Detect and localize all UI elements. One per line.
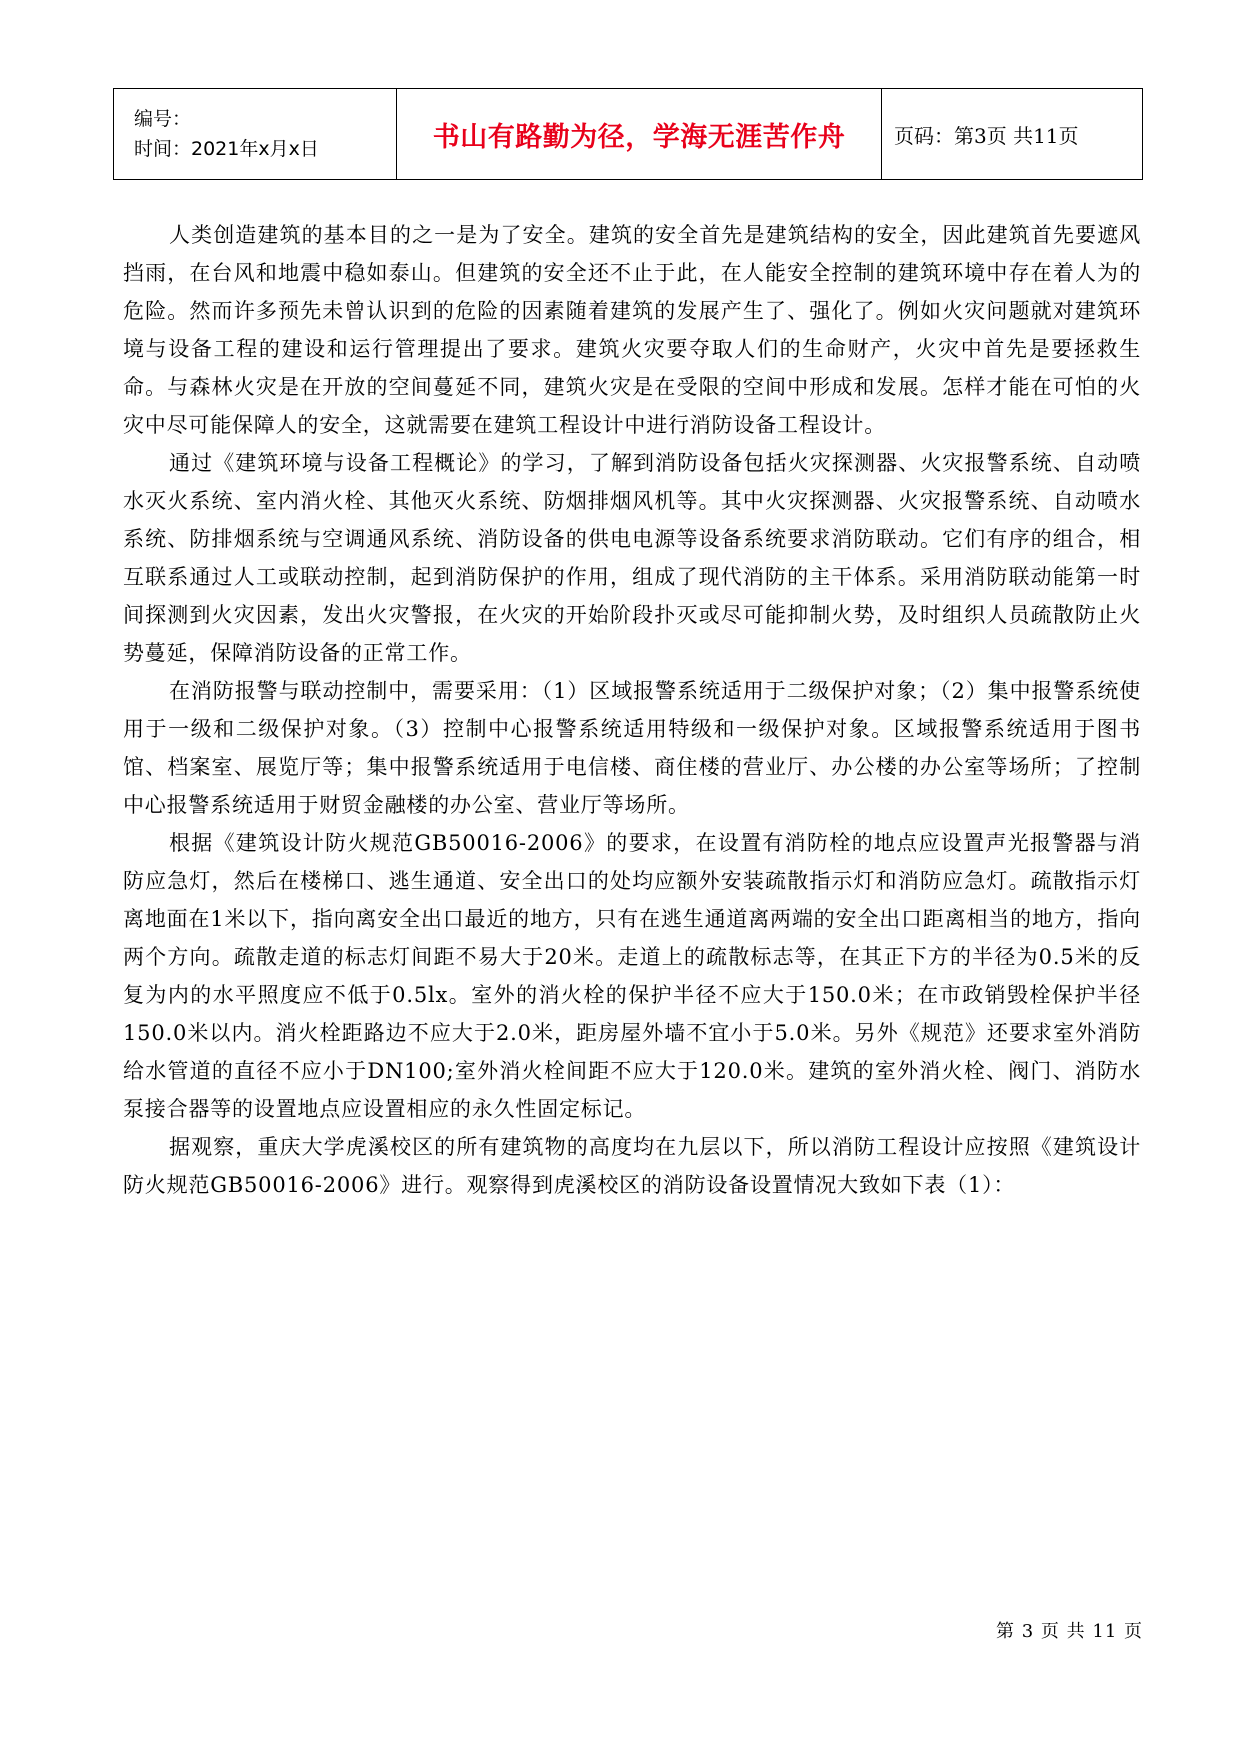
document-time-label: 时间：2021年x月x日 (134, 138, 319, 160)
document-header (113, 88, 1143, 180)
document-number-label: 编号： (134, 108, 192, 130)
document-body (123, 216, 1141, 1204)
paragraph-5: 据观察，重庆大学虎溪校区的所有建筑物的高度均在九层以下，所以消防工程设计应按照《建筑设计防火规范GB50016-2006》进行。观察得到虎溪校区的消防设备设置情况大致如下表（1）： (123, 1135, 1141, 1197)
page-footer: 第 3 页 共 11 页 (996, 1621, 1143, 1642)
paragraph-3: 在消防报警与联动控制中，需要采用：（1）区域报警系统适用于二级保护对象；（2）集中报警系统使用于一级和二级保护对象。（3）控制中心报警系统适用特级和一级保护对象。区域报警系统适用于图书馆、档案室、展览厅等；集中报警系统适用于电信楼、商住楼的营业厅、办公楼的办公室等场所；了控制中心报警系统适用于财贸金融楼的办公室、营业厅等场所。 (123, 679, 1141, 817)
header-motto: 书山有路勤为径，学海无涯苦作舟 (397, 89, 882, 180)
header-meta-cell (114, 89, 397, 180)
paragraph-2: 通过《建筑环境与设备工程概论》的学习，了解到消防设备包括火灾探测器、火灾报警系统、自动喷水灭火系统、室内消火栓、其他灭火系统、防烟排烟风机等。其中火灾探测器、火灾报警系统、自动喷水系统、防排烟系统与空调通风系统、消防设备的供电电源等设备系统要求消防联动。它们有序的组合，相互联系通过人工或联动控制，起到消防保护的作用，组成了现代消防的主干体系。采用消防联动能第一时间探测到火灾因素，发出火灾警报，在火灾的开始阶段扑灭或尽可能抑制火势，及时组织人员疏散防止火势蔓延，保障消防设备的正常工作。 (123, 451, 1141, 665)
paragraph-4: 根据《建筑设计防火规范GB50016-2006》的要求，在设置有消防栓的地点应设置声光报警器与消防应急灯，然后在楼梯口、逃生通道、安全出口的处均应额外安装疏散指示灯和消防应急灯。疏散指示灯离地面在1米以下，指向离安全出口最近的地方，只有在逃生通道离两端的安全出口距离相当的地方，指向两个方向。疏散走道的标志灯间距不易大于20米。走道上的疏散标志等，在其正下方的半径为0.5米的反复为内的水平照度应不低于0.5lx。室外的消火栓的保护半径不应大于150.0米；在市政销毁栓保护半径150.0米以内。消火栓距路边不应大于2.0米，距房屋外墙不宜小于5.0米。另外《规范》还要求室外消防给水管道的直径不应小于DN100;室外消火栓间距不应大于120.0米。建筑的室外消火栓、阀门、消防水泵接合器等的设置地点应设置相应的永久性固定标记。 (123, 831, 1141, 1121)
paragraph-1: 人类创造建筑的基本目的之一是为了安全。建筑的安全首先是建筑结构的安全，因此建筑首先要遮风挡雨，在台风和地震中稳如泰山。但建筑的安全还不止于此，在人能安全控制的建筑环境中存在着人为的危险。然而许多预先未曾认识到的危险的因素随着建筑的发展产生了、强化了。例如火灾问题就对建筑环境与设备工程的建设和运行管理提出了要求。建筑火灾要夺取人们的生命财产，火灾中首先是要拯救生命。与森林火灾是在开放的空间蔓延不同，建筑火灾是在受限的空间中形成和发展。怎样才能在可怕的火灾中尽可能保障人的安全，这就需要在建筑工程设计中进行消防设备工程设计。 (123, 223, 1141, 437)
header-page-info: 页码：第3页 共11页 (882, 89, 1143, 180)
